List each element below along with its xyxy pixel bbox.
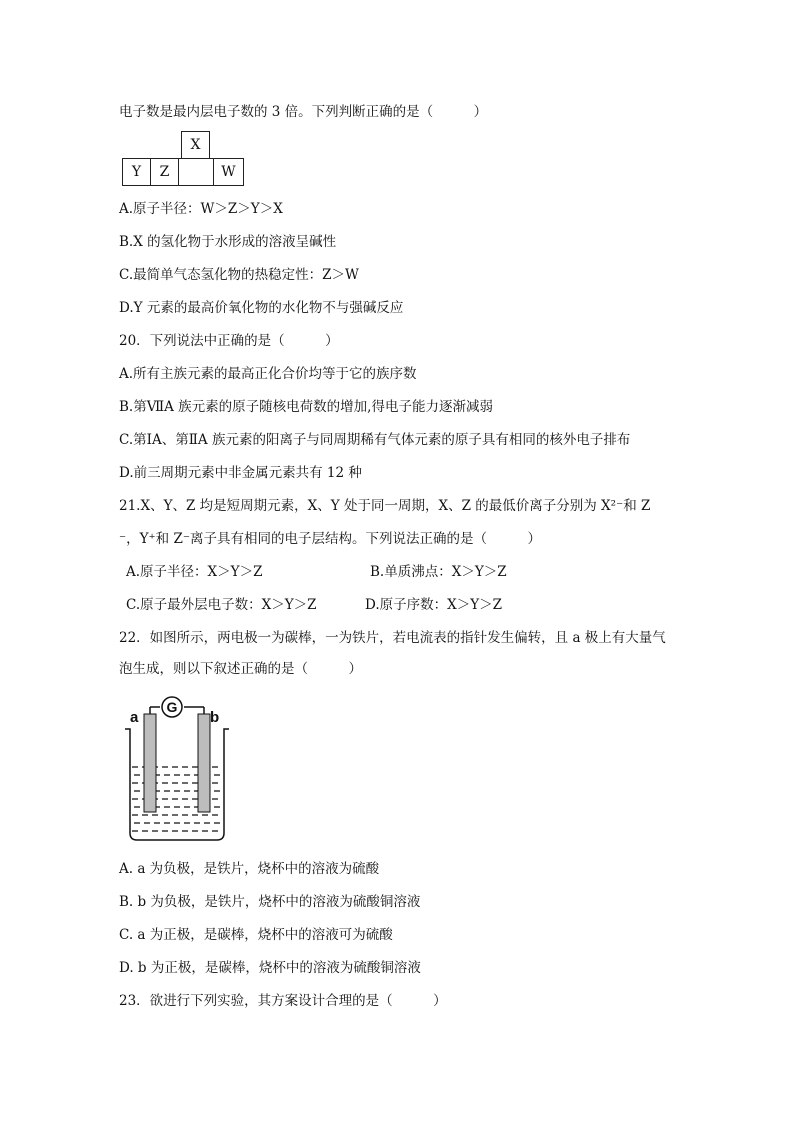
q21-option-c: C.原子最外层电子数：X＞Y＞Z bbox=[126, 597, 317, 613]
q21-stem-line1: 21.X、Y、Z 均是短周期元素，X、Y 处于同一周期，X、Z 的最低价离子分别为 X²⁻和 Z bbox=[119, 498, 651, 514]
q22-option-b: B. b 为负极，是铁片，烧杯中的溶液为硫酸铜溶液 bbox=[119, 894, 421, 910]
q19-option-b: B.X 的氢化物于水形成的溶液呈碱性 bbox=[119, 234, 337, 250]
q21-option-d: D.原子序数：X＞Y＞Z bbox=[365, 597, 503, 613]
q20-option-a: A.所有主族元素的最高正化合价均等于它的族序数 bbox=[119, 366, 417, 382]
electrode-label-a: a bbox=[130, 709, 139, 726]
electrode-b bbox=[198, 714, 210, 812]
table-cell-y: Y bbox=[122, 158, 151, 186]
q21-option-a: A.原子半径：X＞Y＞Z bbox=[126, 564, 263, 580]
table-cell-empty bbox=[179, 158, 213, 186]
q22-stem-line2: 泡生成，则以下叙述正确的是（ ） bbox=[119, 661, 362, 677]
q20-stem: 20．下列说法中正确的是（ ） bbox=[119, 333, 339, 349]
q22-option-d: D. b 为正极，是碳棒，烧杯中的溶液为硫酸铜溶液 bbox=[119, 960, 421, 976]
q19-option-a: A.原子半径：W＞Z＞Y＞X bbox=[119, 201, 283, 217]
q19-stem: 电子数是最内层电子数的 3 倍。下列判断正确的是（ ） bbox=[119, 104, 488, 120]
table-cell-w: W bbox=[213, 158, 244, 186]
q20-option-c: C.第ⅠA、第ⅡA 族元素的阳离子与同周期稀有气体元素的原子具有相同的核外电子排布 bbox=[119, 432, 631, 448]
q20-option-d: D.前三周期元素中非金属元素共有 12 种 bbox=[119, 465, 362, 481]
q22-option-c: C. a 为正极，是碳棒，烧杯中的溶液可为硫酸 bbox=[119, 927, 393, 943]
electrode-a bbox=[144, 714, 156, 812]
q22-stem-line1: 22．如图所示，两电极一为碳棒，一为铁片，若电流表的指针发生偏转，且 a 极上有大量气 bbox=[119, 630, 666, 646]
q22-option-a: A. a 为负极，是铁片，烧杯中的溶液为硫酸 bbox=[119, 861, 380, 877]
q23-stem: 23．欲进行下列实验，其方案设计合理的是（ ） bbox=[119, 993, 447, 1009]
electrolysis-cell-figure bbox=[120, 695, 230, 845]
q20-option-b: B.第ⅦA 族元素的原子随核电荷数的增加,得电子能力逐渐减弱 bbox=[119, 399, 493, 415]
galvanometer-label: G bbox=[166, 699, 178, 715]
electrode-label-b: b bbox=[210, 709, 220, 726]
q21-stem-line2: ⁻，Y⁺和 Z⁻离子具有相同的电子层结构。下列说法正确的是（ ） bbox=[119, 531, 541, 547]
q19-option-c: C.最简单气态氢化物的热稳定性：Z＞W bbox=[119, 267, 359, 283]
q21-option-b: B.单质沸点：X＞Y＞Z bbox=[370, 564, 507, 580]
table-cell-x: X bbox=[181, 131, 210, 159]
q19-option-d: D.Y 元素的最高价氧化物的水化物不与强碱反应 bbox=[119, 300, 404, 316]
table-cell-z: Z bbox=[150, 158, 179, 186]
